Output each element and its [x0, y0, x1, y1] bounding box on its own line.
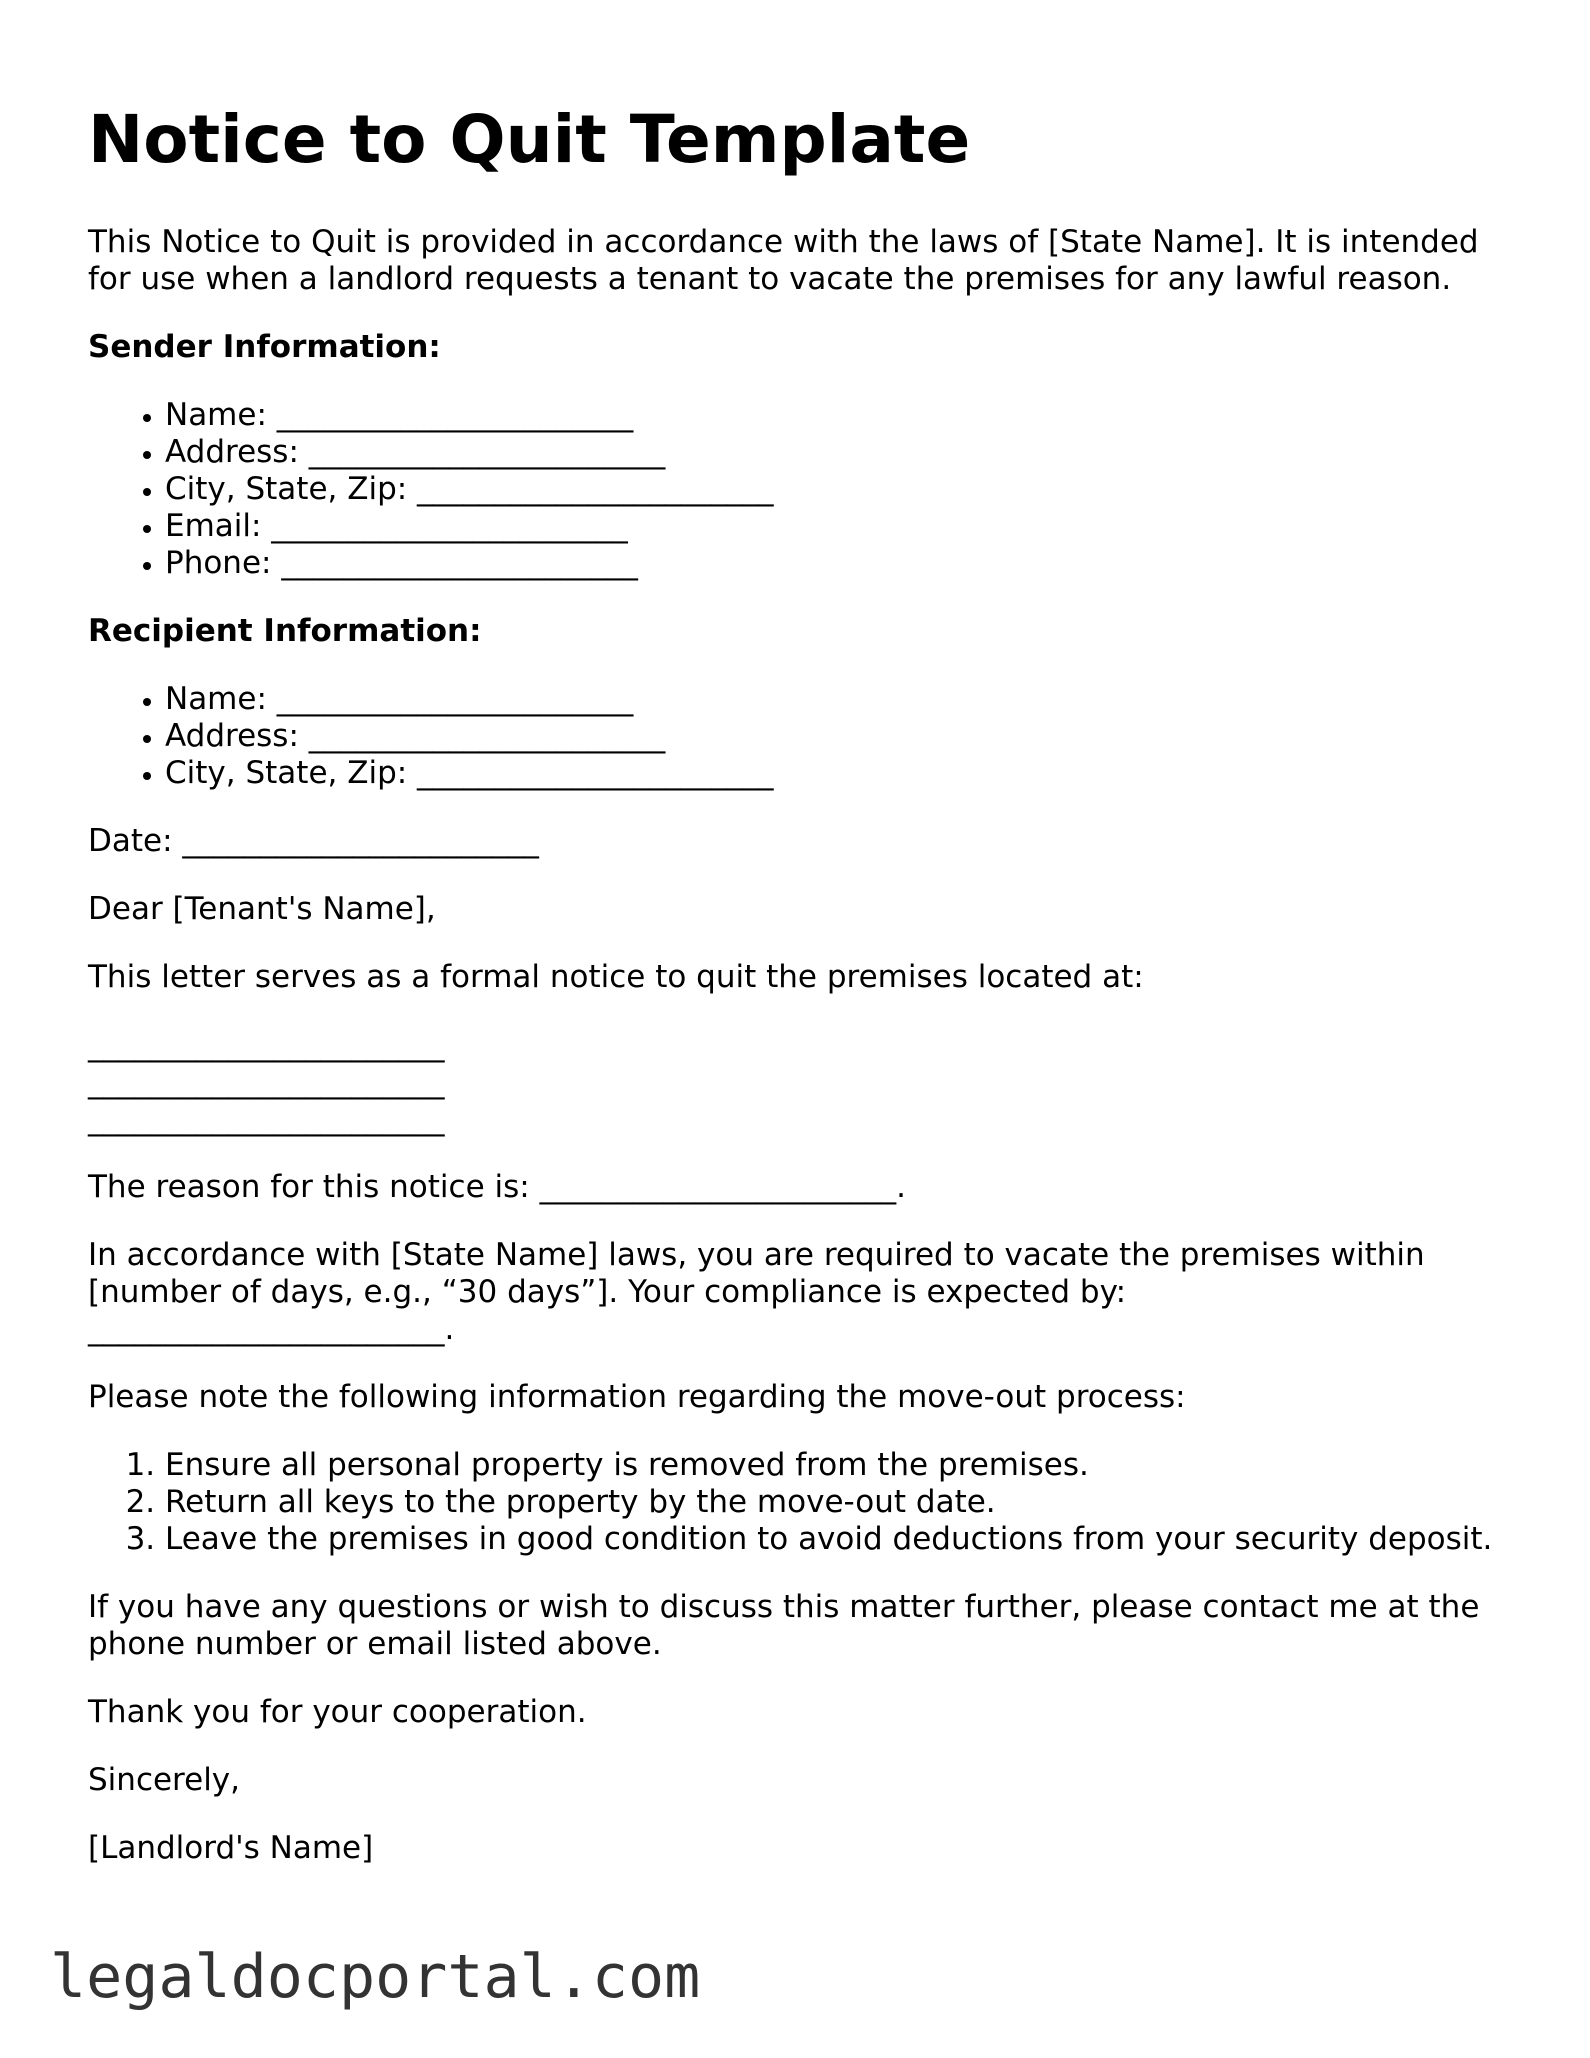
- premises-address-blanks: [88, 1027, 1508, 1138]
- recipient-name-field: • Name: _______________________: [165, 681, 1508, 718]
- moveout-intro: Please note the following information regarding the move-out process:: [88, 1379, 1186, 1415]
- recipient-address-field: • Address: _______________________: [165, 718, 1508, 755]
- address-blank-line: _______________________: [88, 1027, 445, 1063]
- recipient-heading: Recipient Information:: [88, 613, 482, 649]
- document-title: Notice to Quit Template: [88, 101, 971, 178]
- sender-phone-field: • Phone: _______________________: [165, 545, 1508, 582]
- site-watermark: legaldocportal.com: [50, 1942, 701, 2012]
- signature-line: [Landlord's Name]: [88, 1830, 374, 1866]
- compliance-text: In accordance with [State Name] laws, you are required to vacate the premises within [number of days, e.g., “30 days”]. Your compliance is expected by:: [88, 1237, 1425, 1310]
- sender-address-field: • Address: _______________________: [165, 434, 1508, 471]
- salutation: Dear [Tenant's Name],: [88, 891, 436, 927]
- sender-name-field: • Name: _______________________: [165, 397, 1508, 434]
- compliance-date-blank: _______________________.: [88, 1311, 455, 1347]
- closing-line: Sincerely,: [88, 1762, 241, 1798]
- intro-paragraph: This Notice to Quit is provided in accordance with the laws of [State Name]. It is intended for use when a landlord requests a tenant to vacate the premises for any lawful reason.: [88, 224, 1479, 297]
- premises-intro: This letter serves as a formal notice to quit the premises located at:: [88, 959, 1144, 995]
- sender-heading: Sender Information:: [88, 329, 441, 365]
- sender-city-state-zip-field: • City, State, Zip: _______________________: [165, 471, 1508, 508]
- recipient-city-state-zip-field: • City, State, Zip: _______________________: [165, 755, 1508, 792]
- reason-field: The reason for this notice is: _______________________.: [88, 1169, 906, 1205]
- moveout-step: 2. Return all keys to the property by the move-out date.: [165, 1484, 1508, 1521]
- moveout-step: 1. Ensure all personal property is removed from the premises.: [165, 1447, 1508, 1484]
- compliance-paragraph: [88, 1237, 1508, 1348]
- sender-email-field: • Email: _______________________: [165, 508, 1508, 545]
- sender-list: [88, 397, 1508, 582]
- address-blank-line: _______________________: [88, 1101, 445, 1137]
- date-field: Date: _______________________: [88, 823, 539, 859]
- recipient-list: [88, 681, 1508, 792]
- thanks-line: Thank you for your cooperation.: [88, 1694, 587, 1730]
- contact-paragraph: If you have any questions or wish to discuss this matter further, please contact me at the phone number or email listed above.: [88, 1589, 1480, 1662]
- moveout-steps-list: [88, 1447, 1508, 1558]
- moveout-step: 3. Leave the premises in good condition to avoid deductions from your security deposit.: [165, 1521, 1508, 1558]
- document-page: [88, 100, 1508, 1898]
- address-blank-line: _______________________: [88, 1064, 445, 1100]
